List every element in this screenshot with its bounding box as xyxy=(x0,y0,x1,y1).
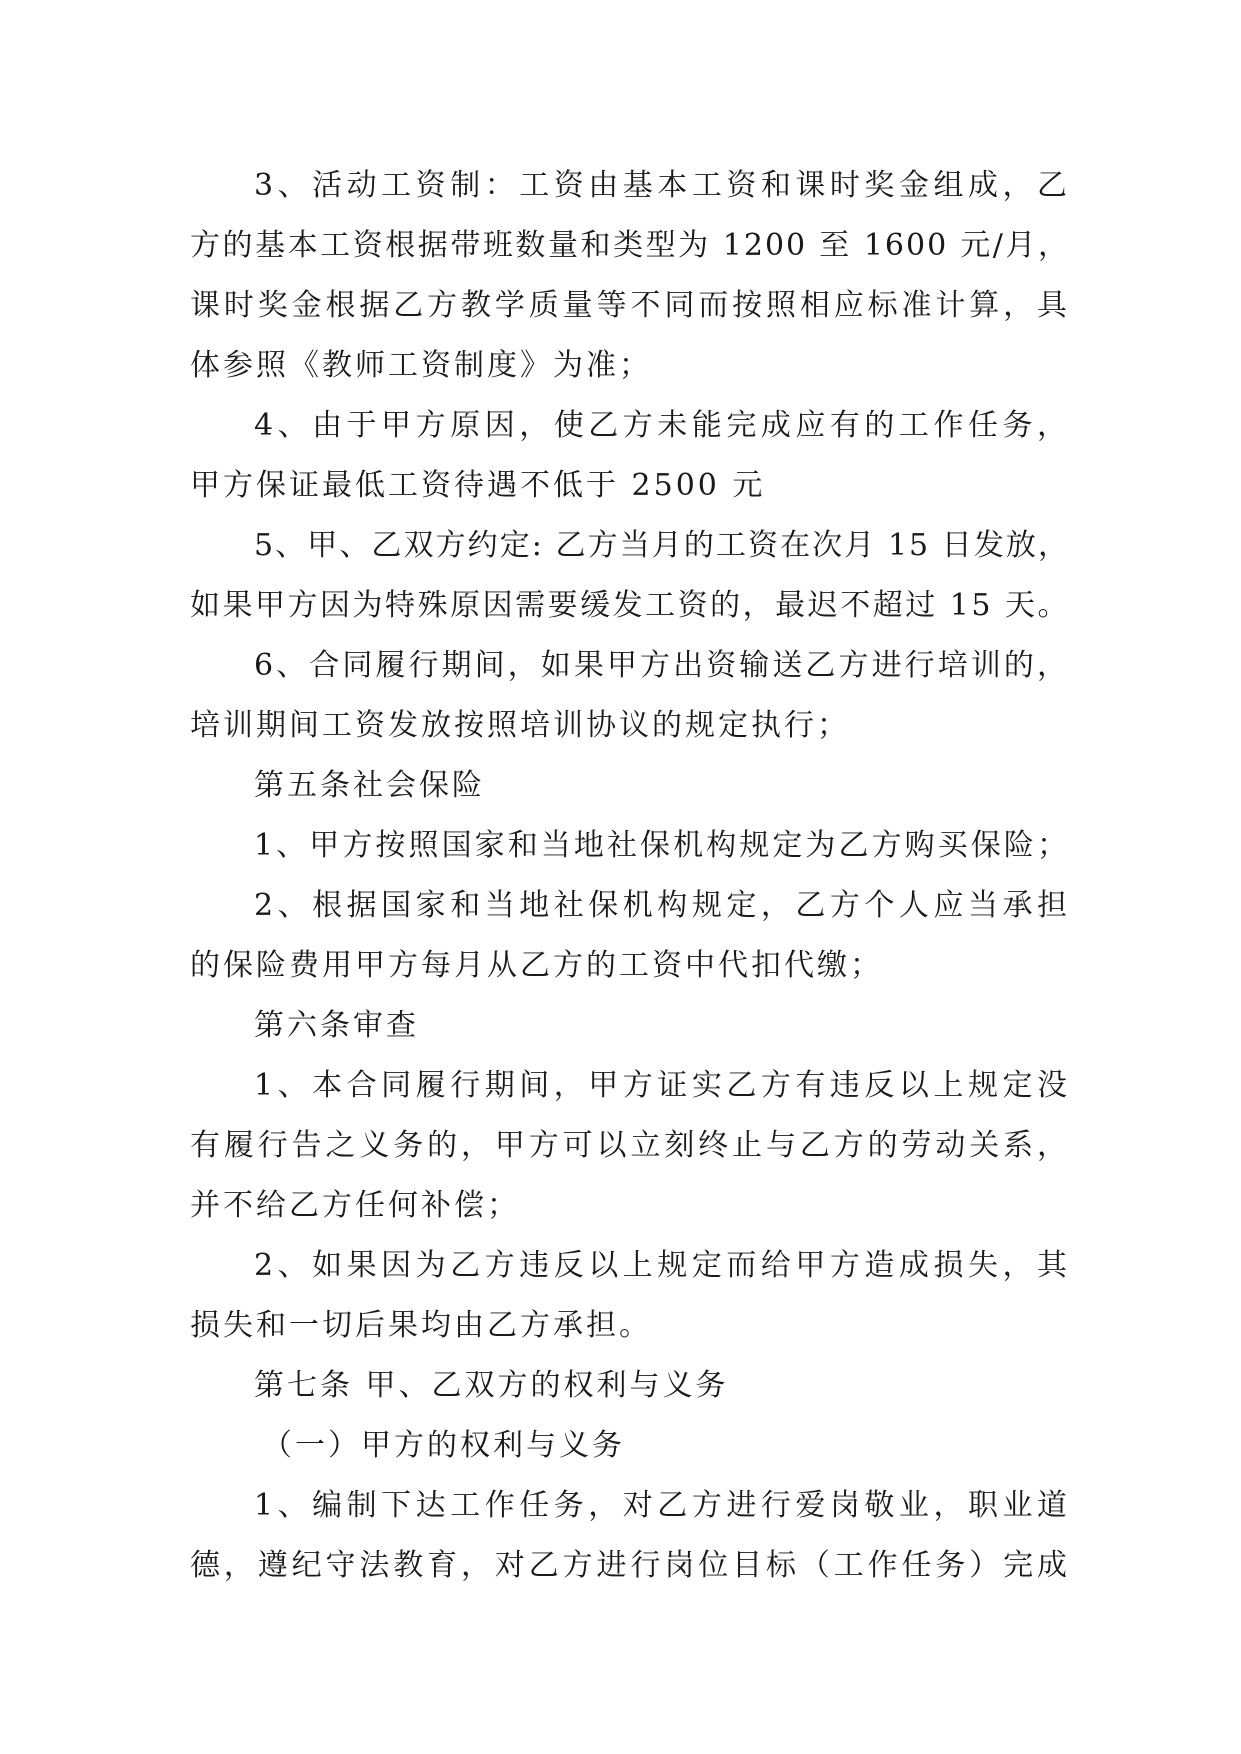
paragraph-line: 3、活动工资制：工资由基本工资和课时奖金组成，乙 xyxy=(254,168,1070,203)
paragraph-line: 方的基本工资根据带班数量和类型为 1200 至 1600 元/月， xyxy=(190,228,1070,263)
paragraph-line: 6、合同履行期间，如果甲方出资输送乙方进行培训的， xyxy=(254,648,1070,683)
paragraph-line: 2、如果因为乙方违反以上规定而给甲方造成损失，其 xyxy=(254,1248,1070,1283)
paragraph-line: 如果甲方因为特殊原因需要缓发工资的，最迟不超过 15 天。 xyxy=(190,588,1070,623)
paragraph-line: 1、编制下达工作任务，对乙方进行爱岗敬业，职业道 xyxy=(254,1488,1070,1523)
paragraph-line: 课时奖金根据乙方教学质量等不同而按照相应标准计算，具 xyxy=(190,288,1070,323)
paragraph-line: 2、根据国家和当地社保机构规定，乙方个人应当承担 xyxy=(254,888,1070,923)
paragraph-line: 甲方保证最低工资待遇不低于 2500 元 xyxy=(190,468,766,503)
paragraph-line: 并不给乙方任何补偿； xyxy=(190,1188,520,1223)
paragraph-line: 的保险费用甲方每月从乙方的工资中代扣代缴； xyxy=(190,948,883,983)
paragraph-line: 德，遵纪守法教育，对乙方进行岗位目标（工作任务）完成 xyxy=(190,1548,1070,1583)
section-heading: 第七条 甲、乙双方的权利与义务 xyxy=(254,1368,729,1403)
paragraph-line: 培训期间工资发放按照培训协议的规定执行； xyxy=(190,708,850,743)
paragraph-line: 5、甲、乙双方约定: 乙方当月的工资在次月 15 日发放， xyxy=(254,528,1070,563)
paragraph-line: 1、甲方按照国家和当地社保机构规定为乙方购买保险； xyxy=(254,828,1070,863)
paragraph-line: 体参照《教师工资制度》为准； xyxy=(190,348,652,383)
paragraph-line: 4、由于甲方原因，使乙方未能完成应有的工作任务， xyxy=(254,408,1070,443)
paragraph-line: 1、本合同履行期间，甲方证实乙方有违反以上规定没 xyxy=(254,1068,1070,1103)
paragraph-line: 损失和一切后果均由乙方承担。 xyxy=(190,1308,652,1343)
section-heading: 第六条审查 xyxy=(254,1008,419,1043)
paragraph-line: 有履行告之义务的，甲方可以立刻终止与乙方的劳动关系， xyxy=(190,1128,1070,1163)
section-heading: 第五条社会保险 xyxy=(254,768,485,803)
subsection-heading: （一）甲方的权利与义务 xyxy=(262,1428,625,1463)
